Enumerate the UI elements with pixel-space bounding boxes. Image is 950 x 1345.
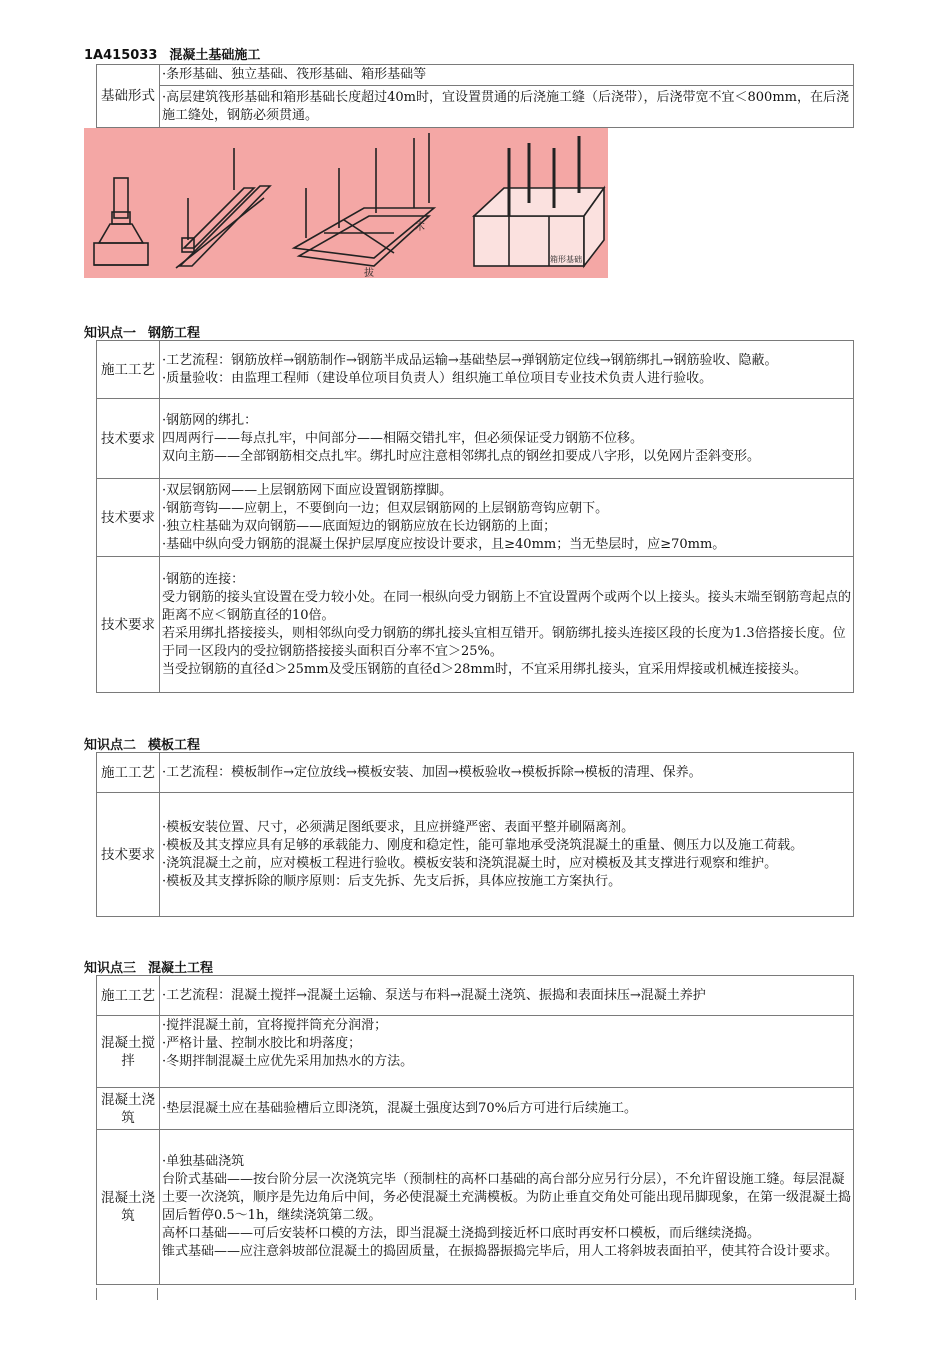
figure-label-right: 箱形基础 <box>550 255 582 264</box>
basic-form-line-1: ·条形基础、独立基础、筏形基础、箱形基础等 <box>160 65 854 86</box>
section3-row4-content <box>160 1130 854 1285</box>
section3-row2-label: 混凝土搅拌 <box>97 1016 160 1088</box>
section1-title: 钢筋工程 <box>148 326 201 341</box>
section3-row1-label: 施工工艺 <box>97 976 160 1016</box>
section3-row3-content <box>160 1088 854 1130</box>
text-line: 高杯口基础——可后安装杯口模的方法，即当混凝土浇捣到接近杯口底时再安杯口模板，而后继续浇捣。 <box>162 1226 761 1241</box>
section1-row1-label: 施工工艺 <box>97 341 160 399</box>
section2-row1-label: 施工工艺 <box>97 753 160 793</box>
text-line: ·钢筋网的绑扎： <box>162 412 258 428</box>
section2-table <box>96 752 854 917</box>
text-line: ·工艺流程：钢筋放样→钢筋制作→钢筋半成品运输→基础垫层→弹钢筋定位线→钢筋绑扎→钢筋验收、隐蔽。 <box>162 352 778 368</box>
section1-row3-content <box>160 479 854 557</box>
text-line: 当受拉钢筋的直径d＞25mm及受压钢筋的直径d＞28mm时，不宜采用绑扎接头，宜采用焊接或机械连接接头。 <box>162 661 808 677</box>
section3-row4-label: 混凝土浇筑 <box>97 1130 160 1285</box>
section1-row2-content <box>160 399 854 479</box>
text-line: 锥式基础——应注意斜坡部位混凝土的捣固质量，在振捣器振捣完毕后，用人工将斜坡表面拍平，使其符合设计要求。 <box>162 1244 839 1259</box>
text-line: ·钢筋的连接： <box>162 571 245 587</box>
text-line: 若采用绑扎搭接接头，则相邻纵向受力钢筋的绑扎接头宜相互错开。钢筋绑扎接头连接区段的长度为1.3倍搭接长度。位于同一区段内的受拉钢筋搭接接头面积百分率不宜＞25%。 <box>162 625 846 659</box>
doc-code: 1A415033 <box>84 48 158 63</box>
section3-heading <box>84 957 213 976</box>
doc-header <box>84 44 260 63</box>
table-continuation <box>96 1288 856 1300</box>
doc-title: 混凝土基础施工 <box>169 48 261 63</box>
text-line: ·严格计量、控制水胶比和坍落度； <box>162 1036 362 1051</box>
section3-number: 知识点三 <box>84 961 137 976</box>
section1-number: 知识点一 <box>84 326 137 341</box>
text-line: ·模板及其支撑应具有足够的承载能力、刚度和稳定性，能可靠地承受浇筑混凝土的重量、侧压力以及施工荷载。 <box>162 837 804 853</box>
foundation-types-figure <box>84 128 608 278</box>
text-line: ·质量验收：由监理工程师（建设单位项目负责人）组织施工单位项目专业技术负责人进行验收。 <box>162 370 713 386</box>
section1-heading <box>84 322 200 341</box>
section2-row1-content <box>160 753 854 793</box>
text-line: ·独立柱基础为双向钢筋——底面短边的钢筋应放在长边钢筋的上面； <box>162 518 557 534</box>
section1-row4-label: 技术要求 <box>97 557 160 693</box>
text-line: ·垫层混凝土应在基础验槽后立即浇筑，混凝土强度达到70%后方可进行后续施工。 <box>162 1100 638 1116</box>
text-line: ·模板及其支撑拆除的顺序原则：后支先拆、先支后拆，具体应按施工方案执行。 <box>162 873 622 889</box>
basic-form-label: 基础形式 <box>97 65 160 128</box>
text-line: 台阶式基础——按台阶分层一次浇筑完毕（预制柱的高杯口基础的高台部分应另行分层），不允许留设施工缝。每层混凝土要一次浇筑，顺序是先边角后中间，务必使混凝土充满模板。为防止垂直交角处可能出现吊脚现象，在第一级混凝土捣固后暂停0.5～1h，继续浇筑第二级。 <box>162 1172 852 1223</box>
section1-row1-content <box>160 341 854 399</box>
table-continuation-inner <box>157 1288 158 1300</box>
text-line: ·模板安装位置、尺寸，必须满足图纸要求，且应拼缝严密、表面平整并刷隔离剂。 <box>162 819 635 835</box>
section2-heading <box>84 734 200 753</box>
section3-title: 混凝土工程 <box>148 961 214 976</box>
section3-row3-label: 混凝土浇筑 <box>97 1088 160 1130</box>
section2-number: 知识点二 <box>84 738 137 753</box>
text-line: ·双层钢筋网——上层钢筋网下面应设置钢筋撑脚。 <box>162 482 453 498</box>
text-line: 受力钢筋的接头宜设置在受力较小处。在同一根纵向受力钢筋上不宜设置两个或两个以上接头。接头末端至钢筋弯起点的距离不应＜钢筋直径的10倍。 <box>162 589 852 623</box>
figure-label-left: 木 <box>415 222 425 233</box>
section3-table <box>96 975 854 1285</box>
section1-row3-label: 技术要求 <box>97 479 160 557</box>
section2-row2-content <box>160 793 854 917</box>
section2-row2-label: 技术要求 <box>97 793 160 917</box>
text-line: ·冬期拌制混凝土应优先采用加热水的方法。 <box>162 1054 414 1069</box>
text-line: ·工艺流程：混凝土搅拌→混凝土运输、泵送与布料→混凝土浇筑、振捣和表面抹压→混凝土养护 <box>162 987 706 1003</box>
basic-form-table <box>96 64 854 128</box>
section3-row1-content <box>160 976 854 1016</box>
text-line: ·工艺流程：模板制作→定位放线→模板安装、加固→模板验收→模板拆除→模板的清理、保养。 <box>162 764 702 780</box>
figure-label-mid: 拔 <box>364 268 374 278</box>
section1-row2-label: 技术要求 <box>97 399 160 479</box>
text-line: ·浇筑混凝土之前，应对模板工程进行验收。模板安装和浇筑混凝土时，应对模板及其支撑进行观察和维护。 <box>162 855 778 871</box>
text-line: ·搅拌混凝土前，宜将搅拌筒充分润滑； <box>162 1018 388 1033</box>
section1-table <box>96 340 854 693</box>
text-line: ·基础中纵向受力钢筋的混凝土保护层厚度应按设计要求，且≥40mm；当无垫层时，应≥70mm。 <box>162 536 726 552</box>
section1-row4-content <box>160 557 854 693</box>
text-line: 双向主筋——全部钢筋相交点扎牢。绑扎时应注意相邻绑扎点的钢丝扣要成八字形，以免网片歪斜变形。 <box>162 448 761 464</box>
basic-form-line-2: ·高层建筑筏形基础和箱形基础长度超过40m时，宜设置贯通的后浇施工缝（后浇带），后浇带宽不宜＜800mm，在后浇施工缝处，钢筋必须贯通。 <box>160 86 854 128</box>
section3-row2-content <box>160 1016 854 1088</box>
text-line: ·钢筋弯钩——应朝上，不要倒向一边；但双层钢筋网的上层钢筋弯钩应朝下。 <box>162 500 609 516</box>
text-line: ·单独基础浇筑 <box>162 1154 245 1169</box>
text-line: 四周两行——每点扎牢，中间部分——相隔交错扎牢，但必须保证受力钢筋不位移。 <box>162 430 644 446</box>
section2-title: 模板工程 <box>148 738 201 753</box>
